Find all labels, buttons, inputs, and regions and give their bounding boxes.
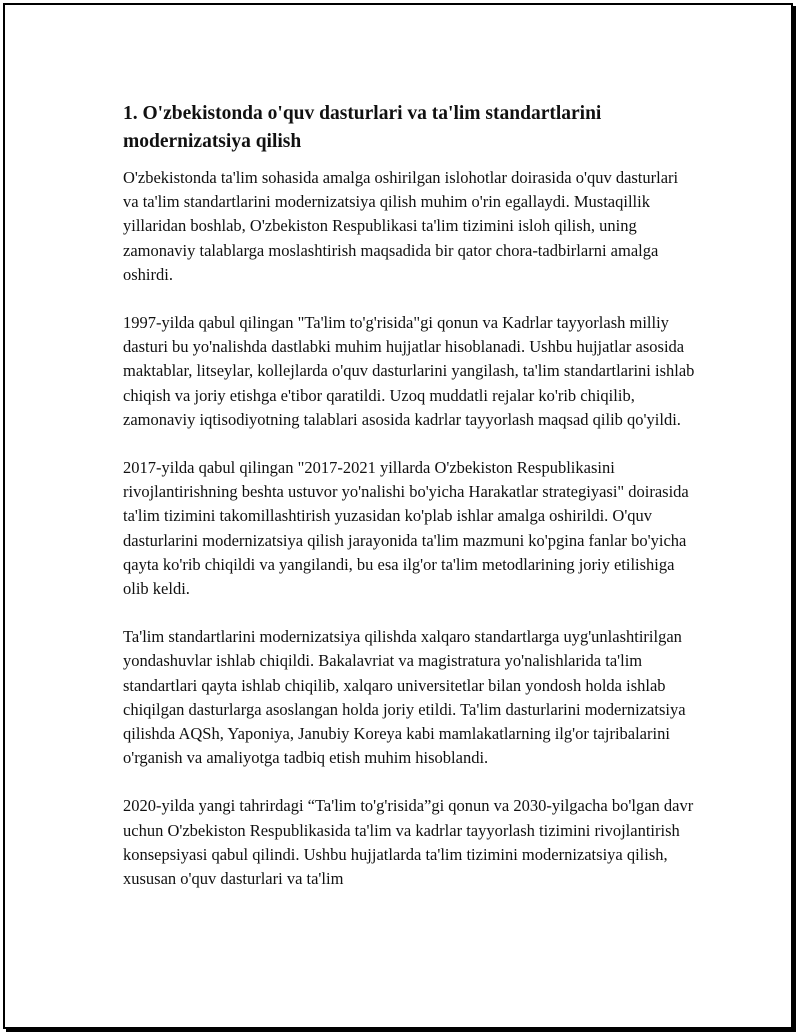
- paragraph-4: Ta'lim standartlarini modernizatsiya qilishda xalqaro standartlarga uyg'unlashtirilgan yondashuvlar ishlab chiqildi. Bakalavriat va magistratura yo'nalishlarida ta'lim standartlari qayta ishlab chiqilib, xalqaro universitetlar bilan yondosh holda ishlab chiqilgan dasturlarga asoslangan holda joriy etildi. Ta'lim dasturlarini modernizatsiya qilishda AQSh, Yaponiya, Janubiy Koreya kabi mamlakatlarning ilg'or tajribalarini o'rganish va amaliyotga tadbiq etish muhim hisoblandi.: [123, 627, 686, 768]
- paragraph-3: 2017-yilda qabul qilingan "2017-2021 yillarda O'zbekiston Respublikasini rivojlantirishning beshta ustuvor yo'nalishi bo'yicha Harakatlar strategiyasi" doirasida ta'lim tizimini takomillashtirish yuzasidan ko'plab ishlar amalga oshirildi. O'quv dasturlarini modernizatsiya qilish jarayonida ta'lim mazmuni ko'pgina fanlar bo'yicha qayta ko'rib chiqildi va yangilandi, bu esa ilg'or ta'lim metodlarining joriy etilishiga olib keldi.: [123, 458, 689, 599]
- document-body: [123, 100, 695, 915]
- paragraph-2: 1997-yilda qabul qilingan "Ta'lim to'g'risida"gi qonun va Kadrlar tayyorlash milliy dasturi bu yo'nalishda dastlabki muhim hujjatlar hisoblanadi. Ushbu hujjatlar asosida maktablar, litseylar, kollejlarda o'quv dasturlarini yangilash, ta'lim standartlarini ishlab chiqish va joriy etishga e'tibor qaratildi. Uzoq muddatli rejalar ko'rib chiqilib, zamonaviy iqtisodiyotning talablari asosida kadrlar tayyorlash maqsad qilib qo'yildi.: [123, 313, 695, 429]
- section-heading: 1. O'zbekistonda o'quv dasturlari va ta'lim standartlarini modernizatsiya qilish: [123, 103, 602, 152]
- document-page: [3, 3, 793, 1029]
- paragraph-5: 2020-yilda yangi tahrirdagi “Ta'lim to'g'risida”gi qonun va 2030-yilgacha bo'lgan davr uchun O'zbekiston Respublikasida ta'lim va kadrlar tayyorlash tizimini rivojlantirish konsepsiyasi qabul qilindi. Ushbu hujjatlarda ta'lim tizimini modernizatsiya qilish, xususan o'quv dasturlari va ta'lim: [123, 796, 694, 889]
- paragraph-1: O'zbekistonda ta'lim sohasida amalga oshirilgan islohotlar doirasida o'quv dasturlari va ta'lim standartlarini modernizatsiya qilish muhim o'rin egallaydi. Mustaqillik yillaridan boshlab, O'zbekiston Respublikasi ta'lim tizimini isloh qilish, uning zamonaviy talablarga moslashtirish maqsadida bir qator chora-tadbirlarni amalga oshirdi.: [123, 168, 679, 284]
